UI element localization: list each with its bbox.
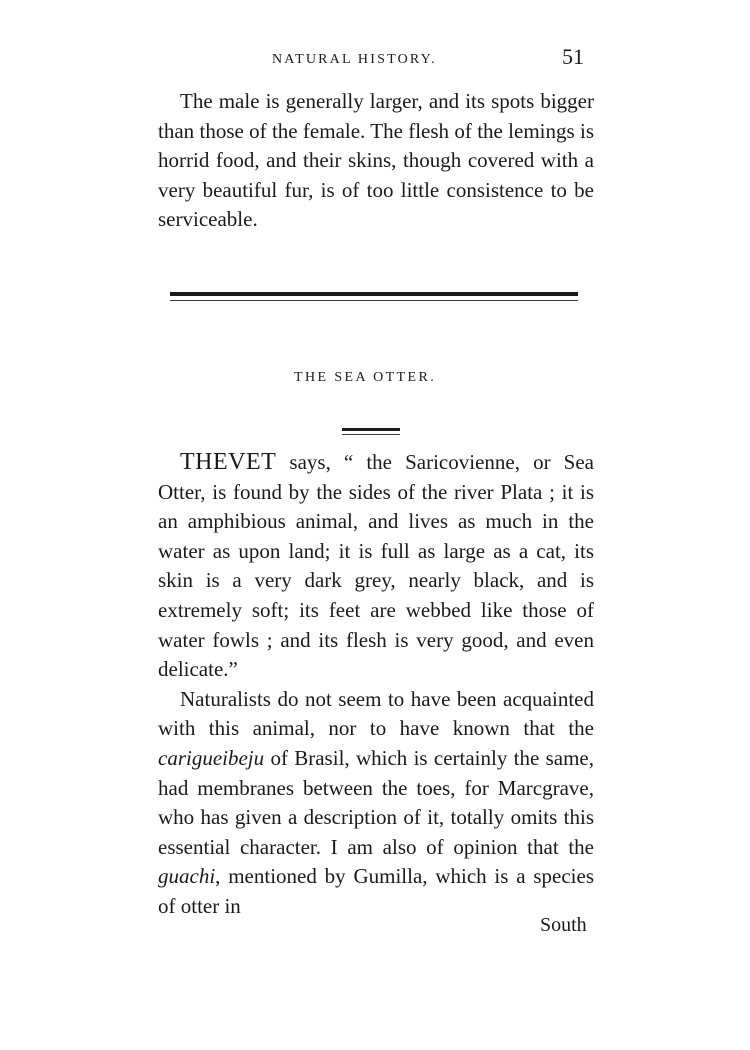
- italic-term-carigueibeju: carigueibeju: [158, 745, 265, 770]
- section-divider-thin: [170, 300, 578, 301]
- catchword: South: [540, 914, 587, 936]
- thevet-quotation-text: says, “ the Saricovienne, or Sea Otter, is found by the sides of the river Plata ; it is an amphibious animal, and lives as much in the water as upon land; it is full as large as a cat, its skin is a very dark grey, nearly black, and is extremely soft; its feet are webbed like those of water fowls ; and its flesh is very good, and even delicate.”: [158, 450, 594, 682]
- italic-term-guachi: guachi: [158, 864, 216, 889]
- paragraph-lead-word: THEVET: [180, 449, 277, 475]
- section-title: THE SEA OTTER.: [294, 370, 437, 385]
- page-number: 51: [562, 44, 584, 69]
- naturalists-paragraph: [158, 685, 594, 922]
- lemming-paragraph-block: [158, 87, 594, 235]
- naturalists-text-part-3: , mentioned by Gumilla, which is a species of otter in: [158, 864, 594, 918]
- thevet-quotation-paragraph: [158, 448, 594, 685]
- naturalists-text-part-1: Naturalists do not seem to have been acquainted with this animal, nor to have known that the: [158, 686, 594, 741]
- title-ornament-rule-thin: [342, 434, 400, 435]
- lemming-paragraph: The male is generally larger, and its spots bigger than those of the female. The flesh of the lemings is horrid food, and their skins, though covered with a very beautiful fur, is of too little consistence to be serviceable.: [158, 89, 594, 232]
- naturalists-text-part-2: of Brasil, which is certainly the same, had membranes between the toes, for Marcgrave, who has given a description of it, totally omits this essential character. I am also of opinion that the: [158, 745, 594, 859]
- running-title: NATURAL HISTORY.: [272, 52, 437, 67]
- sea-otter-text-block: [158, 448, 594, 922]
- title-ornament-rule: [342, 428, 400, 431]
- section-divider-thick: [170, 292, 578, 296]
